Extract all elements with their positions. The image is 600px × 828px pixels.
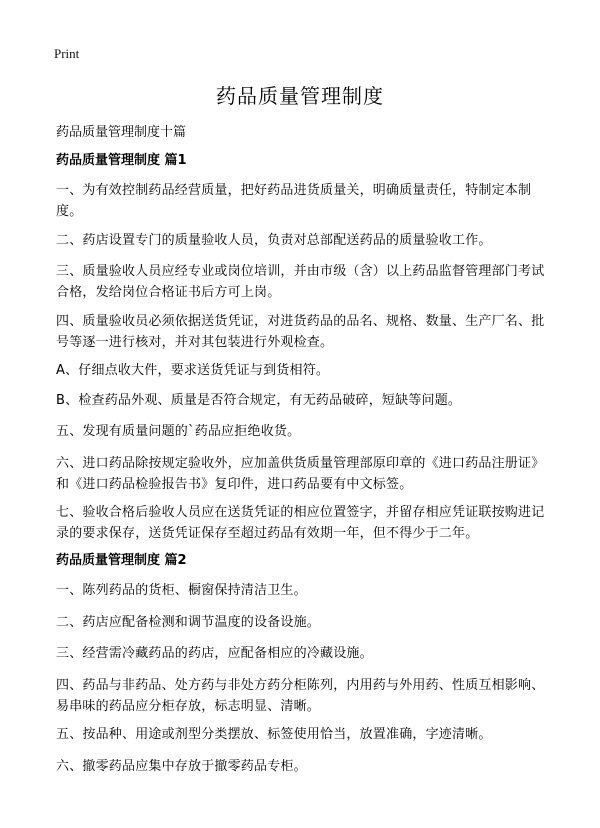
paragraph: 五、按品种、用途或剂型分类摆放、标签使用恰当，放置准确，字迹清晰。 bbox=[56, 727, 492, 742]
paragraph: 六、进口药品除按规定验收外，应加盖供货质量管理部原印章的《进口药品注册证》和《进口药品检验报告书》复印件，进口药品要有中文标签。 bbox=[56, 456, 545, 492]
paragraph: 一、陈列药品的货柜、橱窗保持清洁卫生。 bbox=[56, 583, 307, 598]
paragraph: 四、质量验收员必须依据送货凭证，对进货药品的品名、规格、数量、生产厂名、批号等逐一进行核对，并对其包装进行外观检查。 bbox=[56, 314, 545, 350]
paragraph: 一、为有效控制药品经营质量，把好药品进货质量关，明确质量责任，特制定本制度。 bbox=[56, 183, 532, 219]
print-link[interactable]: Print bbox=[54, 46, 80, 61]
paragraph: 四、药品与非药品、处方药与非处方药分柜陈列，内用药与外用药、性质互相影响、易串味的药品应分柜存放，标志明显、清晰。 bbox=[56, 678, 545, 714]
paragraph: 六、撤零药品应集中存放于撤零药品专柜。 bbox=[56, 759, 307, 774]
paragraph: 三、质量验收人员应经专业或岗位培训，并由市级（含）以上药品监督管理部门考试合格，发给岗位合格证书后方可上岗。 bbox=[56, 264, 545, 300]
document-title: 药品质量管理制度 bbox=[216, 84, 384, 108]
document-subtitle: 药品质量管理制度十篇 bbox=[56, 125, 187, 140]
paragraph: 二、药店设置专门的质量验收人员，负责对总部配送药品的质量验收工作。 bbox=[56, 233, 492, 248]
section-heading-2: 药品质量管理制度 篇2 bbox=[56, 553, 187, 568]
paragraph: 二、药店应配备检测和调节温度的设备设施。 bbox=[56, 615, 321, 630]
paragraph: 五、发现有质量问题的`药品应拒绝收货。 bbox=[56, 424, 301, 439]
paragraph: B、检查药品外观、质量是否符合规定，有无药品破碎，短缺等问题。 bbox=[56, 393, 462, 408]
section-heading-1: 药品质量管理制度 篇1 bbox=[56, 153, 187, 168]
paragraph: A、仔细点收大件，要求送货凭证与到货相符。 bbox=[56, 363, 330, 378]
paragraph: 七、验收合格后验收人员应在送货凭证的相应位置签字，并留存相应凭证联按购进记录的要求保存，送货凭证保存至超过药品有效期一年，但不得少于二年。 bbox=[56, 505, 545, 541]
paragraph: 三、经营需冷藏药品的药店，应配备相应的冷藏设施。 bbox=[56, 646, 373, 661]
